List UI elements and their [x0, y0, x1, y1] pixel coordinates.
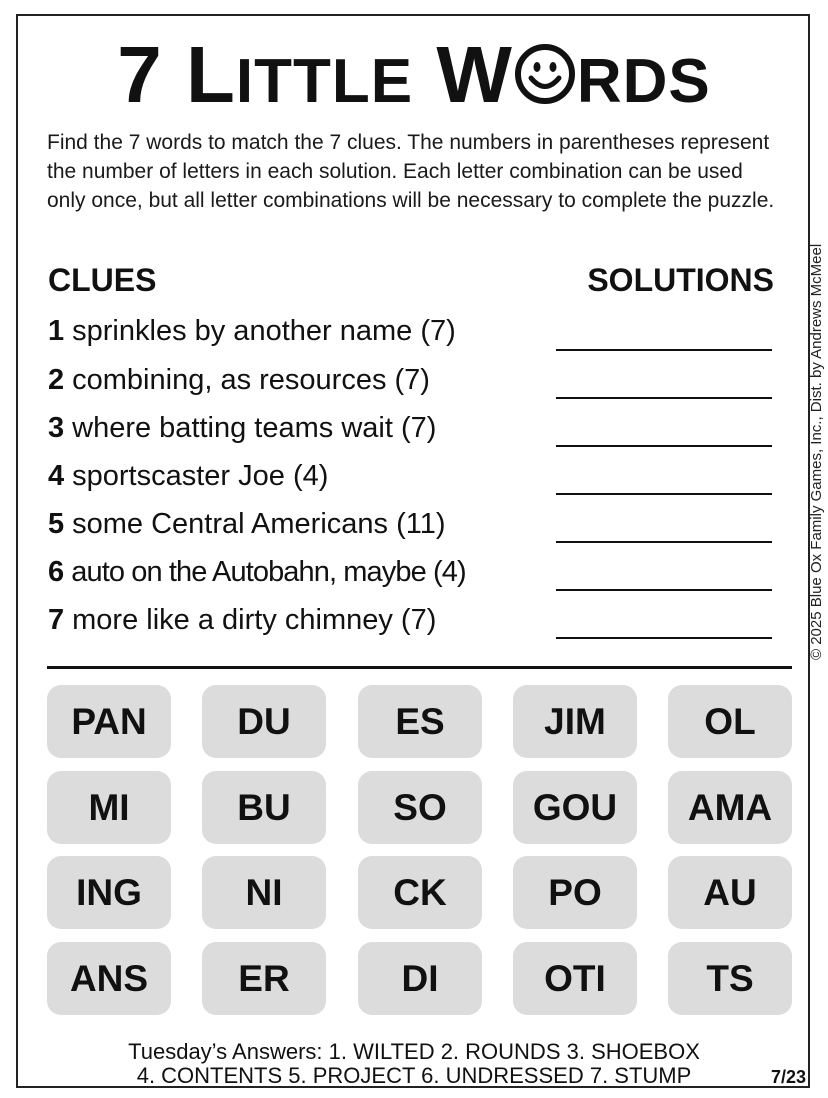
solution-line-5[interactable]	[556, 541, 772, 543]
tile[interactable]: SO	[358, 771, 482, 844]
clue-5	[48, 508, 446, 541]
solution-line-6[interactable]	[556, 589, 772, 591]
tile[interactable]: ANS	[47, 942, 171, 1015]
puzzle-title	[0, 30, 828, 127]
clue-3	[48, 412, 436, 445]
tile[interactable]: TS	[668, 942, 792, 1015]
tile[interactable]: CK	[358, 856, 482, 929]
tile[interactable]: ER	[202, 942, 326, 1015]
clue-7	[48, 604, 436, 637]
clues-header: CLUES	[48, 262, 157, 298]
solution-line-3[interactable]	[556, 445, 772, 447]
clue-2	[48, 364, 430, 397]
solutions-header: SOLUTIONS	[587, 262, 774, 298]
clue-number: 3	[48, 412, 65, 444]
tile[interactable]: GOU	[513, 771, 637, 844]
clue-number: 1	[48, 315, 65, 347]
previous-answers	[0, 1040, 828, 1088]
tile[interactable]: PAN	[47, 685, 171, 758]
clue-number: 4	[48, 460, 65, 492]
tile[interactable]: MI	[47, 771, 171, 844]
solution-line-4[interactable]	[556, 493, 772, 495]
clue-4	[48, 460, 328, 493]
puzzle-date: 7/23	[770, 1067, 806, 1087]
tile[interactable]: PO	[513, 856, 637, 929]
solution-line-2[interactable]	[556, 397, 772, 399]
tile[interactable]: ES	[358, 685, 482, 758]
instructions: Find the 7 words to match the 7 clues. The numbers in parentheses represent the number of letters in each solution. Each letter combination can be used only once, but all letter combinations will be necessary to complete the puzzle.	[47, 131, 775, 212]
tile[interactable]: NI	[202, 856, 326, 929]
tile[interactable]: DU	[202, 685, 326, 758]
clue-text: auto on the Autobahn, maybe (4)	[71, 556, 466, 588]
clue-6	[48, 556, 466, 589]
tile[interactable]: ING	[47, 856, 171, 929]
tile[interactable]: OTI	[513, 942, 637, 1015]
clue-number: 5	[48, 508, 65, 540]
title-ittle: ITTLE	[235, 47, 414, 116]
tile[interactable]: JIM	[513, 685, 637, 758]
title-l: L	[186, 30, 236, 119]
answers-line-2: 4. CONTENTS 5. PROJECT 6. UNDRESSED 7. STUMP	[136, 1063, 692, 1088]
tile[interactable]: DI	[358, 942, 482, 1015]
clue-number: 7	[48, 604, 65, 636]
tile[interactable]: AU	[668, 856, 792, 929]
copyright: © 2025 Blue Ox Family Games, Inc., Dist. by Andrews McMeel	[808, 243, 825, 660]
smiley-face-icon	[514, 43, 576, 105]
tile[interactable]: OL	[668, 685, 792, 758]
title-rds: RDS	[576, 47, 711, 116]
clue-text: sprinkles by another name (7)	[72, 315, 456, 347]
clue-text: sportscaster Joe (4)	[72, 460, 329, 492]
clue-number: 2	[48, 364, 65, 396]
clue-text: more like a dirty chimney (7)	[72, 604, 437, 636]
title-w: W	[436, 30, 513, 119]
title-seven: 7	[117, 30, 163, 119]
answers-line-1: Tuesday’s Answers: 1. WILTED 2. ROUNDS 3. SHOEBOX	[128, 1039, 700, 1064]
clue-text: where batting teams wait (7)	[72, 412, 437, 444]
tile[interactable]: AMA	[668, 771, 792, 844]
solution-line-7[interactable]	[556, 637, 772, 639]
divider	[47, 666, 792, 669]
solution-line-1[interactable]	[556, 349, 772, 351]
clue-text: some Central Americans (11)	[72, 508, 446, 540]
tile[interactable]: BU	[202, 771, 326, 844]
clue-1	[48, 315, 456, 348]
clue-number: 6	[48, 556, 64, 588]
clue-text: combining, as resources (7)	[72, 364, 430, 396]
